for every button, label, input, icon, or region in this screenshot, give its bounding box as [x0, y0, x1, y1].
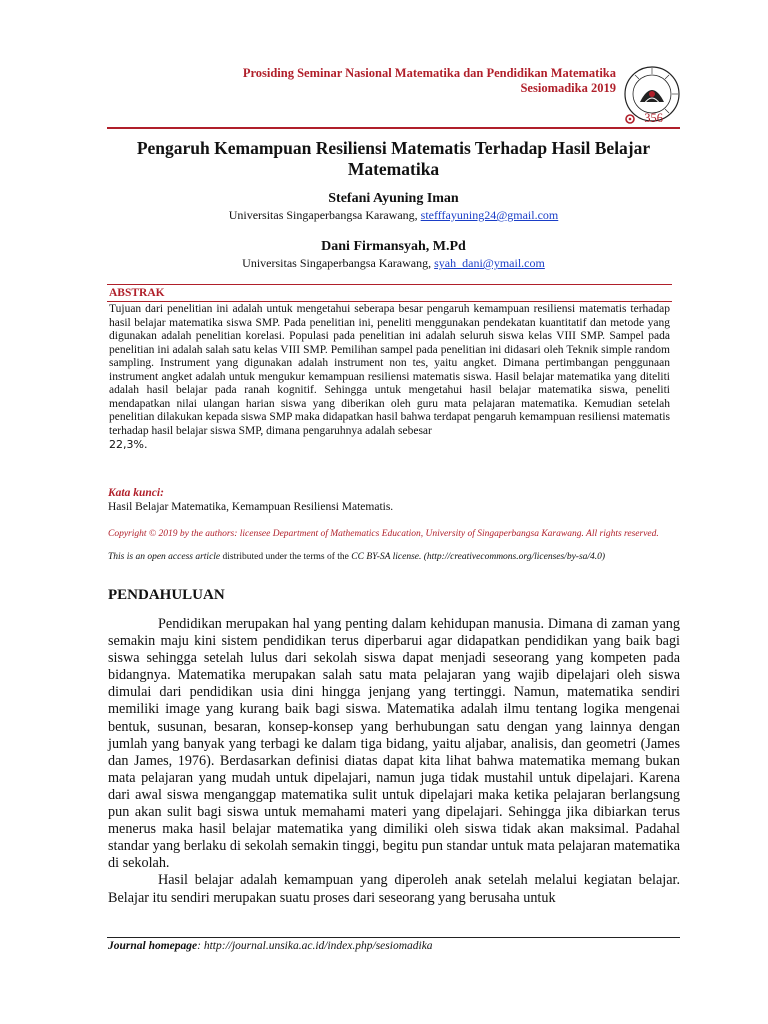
flower-icon — [624, 113, 636, 125]
abstract-result-percentage: 22,3%. — [109, 438, 148, 451]
page-number-block — [624, 111, 663, 126]
copyright-notice: Copyright © 2019 by the authors: licensee Department of Mathematics Education, University of Singaperbangsa Karawang. All rights reserved. — [108, 529, 659, 539]
abstract-block — [107, 284, 672, 453]
page-number: 356 — [644, 111, 663, 125]
journal-homepage-link[interactable]: : http://journal.unsika.ac.id/index.php/sesiomadika — [197, 940, 433, 952]
author-email-link-2[interactable]: syah_dani@ymail.com — [434, 256, 545, 270]
author-affiliation-1: Universitas Singaperbangsa Karawang, stefffayuning24@gmail.com — [228, 208, 559, 222]
abstract-text: Tujuan dari penelitian ini adalah untuk mengetahui seberapa besar pengaruh kemampuan resiliensi matematis terhadap hasil belajar matematika siswa SMP. Pada penelitian ini, peneliti menggunakan pendekatan kuantitatif dan metode yang digunakan adalah penelitian korelasi. Populasi pada penelitian ini adalah seluruh siswa kelas VIII SMP. Sampel pada penelitian ini adalah salah satu kelas VIII SMP. Pemilihan sampel pada penelitian ini didasari oleh Teknik simple random sampling. Instrument yang digunakan adalah instrument non tes, yaitu angket. Dimana pertimbangan penggunaan instrument angket adalah untuk mengukur kemampuan resiliensi matematis siswa. Hasil belajar matematika yang diteliti adalah hasil belajar pada ranah kognitif. Sehingga untuk mengetahui hasil belajar matematika siswa, peneliti mendapatkan nilai ulangan harian siswa yang diberikan oleh guru mata pelajaran matematika. Kemudian setelah penelitian dilakukan kepada siswa SMP maka didapatkan hasil bahwa terdapat pengaruh kemampuan resiliensi matematis terhadap hasil belajar siswa SMP, dimana pengaruhnya adalah sebesar 22,3%. — [109, 303, 670, 451]
license-notice: This is an open access article distributed under the terms of the CC BY-SA license. (http://creativecommons.org/licenses/by-sa/4.0) — [108, 552, 606, 562]
journal-footer: Journal homepage: http://journal.unsika.ac.id/index.php/sesiomadika — [108, 940, 433, 952]
abstract-label: ABSTRAK — [107, 285, 672, 302]
paper-title: Pengaruh Kemampuan Resiliensi Matematis Terhadap Hasil Belajar Matematika — [136, 138, 651, 179]
author-name-2: Dani Firmansyah, M.Pd — [321, 239, 466, 254]
keywords-text: Hasil Belajar Matematika, Kemampuan Resiliensi Matematis. — [108, 501, 394, 513]
proceedings-event: Sesiomadika 2019 — [520, 81, 616, 95]
author-affiliation-2: Universitas Singaperbangsa Karawang, syah_dani@ymail.com — [242, 256, 545, 270]
keywords-label: Kata kunci: — [108, 487, 164, 499]
section-body — [108, 616, 680, 907]
section-heading: PENDAHULUAN — [108, 587, 225, 603]
proceedings-header — [243, 66, 616, 96]
body-paragraph: Hasil belajar adalah kemampuan yang diperoleh anak setelah melalui kegiatan belajar. Belajar itu sendiri merupakan suatu proses dari seseorang yang berusaha untuk — [108, 872, 680, 906]
footer-rule — [107, 937, 680, 938]
header-rule — [107, 127, 680, 129]
proceedings-title: Prosiding Seminar Nasional Matematika dan Pendidikan Matematika — [242, 66, 616, 80]
author-name-1: Stefani Ayuning Iman — [328, 191, 459, 206]
author-email-link-1[interactable]: stefffayuning24@gmail.com — [420, 208, 559, 222]
body-paragraph: Pendidikan merupakan hal yang penting dalam kehidupan manusia. Dimana di zaman yang semakin maju kini sistem pendidikan terus diperbarui agar didapatkan pendidikan yang baik bagi siswa sehingga setelah lulus dari sekolah siswa dapat menjadi seseorang yang kompeten pada bidangnya. Matematika merupakan salah satu mata pelajaran yang wajib dipelajari oleh siswa dimulai dari pendidikan usia dini hingga jenjang yang tertinggi. Namun, matematika sendiri memiliki image yang kurang baik bagi siswa. Matematika adalah ilmu tentang logika mengenai bentuk, susunan, besaran, konsep-konsep yang berhubungan satu dengan yang lainnya dengan jumlah yang banyak yang terbagi ke dalam tiga bidang, yaitu aljabar, analisis, dan geometri (James dan James, 1976). Berdasarkan definisi diatas dapat kita lihat bahwa matematika memang bukan mata pelajaran yang mudah untuk dipelajari, namun juga tidak mustahil untuk dipelajari. Karena dari awal siswa menganggap matematika sulit untuk dipelajari maka ketika pelajaran berlangsung pun akan sulit bagi siswa untuk memahami materi yang dipelajari. Sehingga jika dibiarkan terus menerus maka hasil belajar matematika yang dimiliki oleh siswa tidak akan maksimal. Padahal standar yang berlaku di sekolah semakin tinggi, begitu pun standar untuk mata pelajaran matematika di sekolah. — [108, 616, 680, 872]
license-link[interactable]: CC BY-SA license. (http://creativecommons.org/licenses/by-sa/4.0) — [351, 552, 606, 562]
